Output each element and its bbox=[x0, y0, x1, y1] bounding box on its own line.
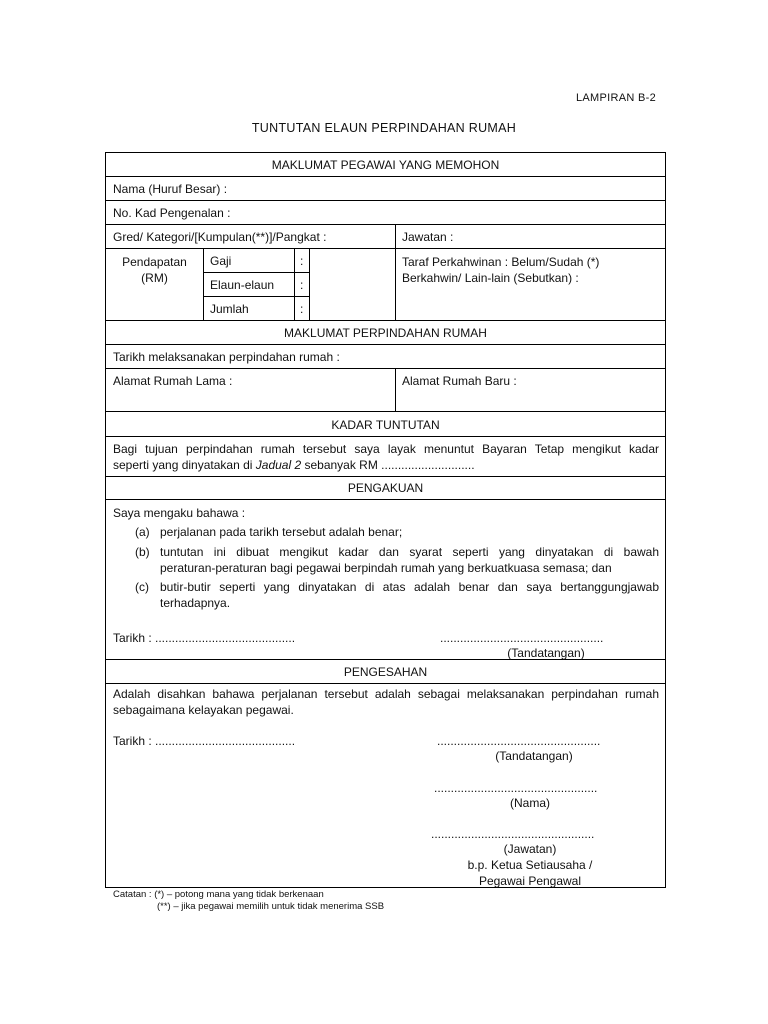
nama-label: Nama (Huruf Besar) : bbox=[113, 182, 228, 196]
jawatan-label: Jawatan : bbox=[402, 230, 454, 244]
taraf-perkahwinan-label-2: Berkahwin/ Lain-lain (Sebutkan) : bbox=[402, 271, 579, 285]
item-a-label: (a) bbox=[135, 525, 150, 539]
item-c-text-line1: butir-butir seperti yang dinyatakan di atas adalah benar dan saya bertanggungjawab bbox=[160, 580, 659, 594]
form-title: TUNTUTAN ELAUN PERPINDAHAN RUMAH bbox=[251, 121, 517, 135]
kad-pengenalan-label: No. Kad Pengenalan : bbox=[113, 206, 231, 220]
heading-maklumat-pegawai: MAKLUMAT PEGAWAI YANG MEMOHON bbox=[271, 158, 500, 172]
pengesahan-signature-line: ................................................. bbox=[437, 734, 601, 748]
item-a-text: perjalanan pada tarikh tersebut adalah benar; bbox=[160, 525, 403, 539]
catatan-note-1: Catatan : (*) – potong mana yang tidak berkenaan bbox=[113, 889, 324, 900]
alamat-baru-label: Alamat Rumah Baru : bbox=[402, 374, 517, 388]
heading-maklumat-perpindahan: MAKLUMAT PERPINDAHAN RUMAH bbox=[284, 326, 487, 340]
pengakuan-tarikh: Tarikh : .......................................... bbox=[113, 631, 296, 645]
item-c-label: (c) bbox=[135, 580, 149, 594]
heading-kadar-tuntutan: KADAR TUNTUTAN bbox=[331, 418, 440, 432]
pendapatan-label: Pendapatan bbox=[122, 255, 187, 269]
jumlah-label: Jumlah bbox=[210, 302, 249, 316]
gaji-label: Gaji bbox=[210, 254, 232, 268]
item-b-text-line1: tuntutan ini dibuat mengikut kadar dan syarat seperti yang dinyatakan di bawah bbox=[160, 545, 659, 559]
nama-signature-line: ................................................. bbox=[434, 781, 598, 795]
item-c-text-line2: terhadapnya. bbox=[160, 596, 231, 610]
pendapatan-unit: (RM) bbox=[141, 271, 168, 285]
pengesahan-tarikh: Tarikh : .......................................... bbox=[113, 734, 296, 748]
pengesahan-text-line1: Adalah disahkan bahawa perjalanan tersebut adalah sebagai melaksanakan perpindahan rumah bbox=[113, 687, 659, 701]
item-b-text-line2: peraturan-peraturan bagi pegawai berpindah rumah yang berkuatkuasa semasa; dan bbox=[160, 561, 612, 575]
kadar-text-line1: Bagi tujuan perpindahan rumah tersebut saya layak menuntut Bayaran Tetap mengikut kadar bbox=[113, 442, 659, 456]
taraf-perkahwinan-label: Taraf Perkahwinan : Belum/Sudah (*) bbox=[402, 255, 600, 269]
pegawai-pengawal: Pegawai Pengawal bbox=[478, 874, 582, 888]
pengesahan-signature-label: (Tandatangan) bbox=[495, 749, 573, 763]
tarikh-perpindahan-label: Tarikh melaksanakan perpindahan rumah : bbox=[113, 350, 340, 364]
gred-label: Gred/ Kategori/[Kumpulan(**)]/Pangkat : bbox=[113, 230, 327, 244]
heading-pengesahan: PENGESAHAN bbox=[343, 665, 428, 679]
elaun-label: Elaun-elaun bbox=[210, 278, 275, 292]
jadual-2-ref: Jadual 2 bbox=[255, 458, 302, 472]
jumlah-colon: : bbox=[300, 302, 304, 316]
jawatan-signature-label: (Jawatan) bbox=[503, 842, 557, 856]
lampiran-label: LAMPIRAN B-2 bbox=[575, 92, 656, 104]
jawatan-signature-line: ................................................. bbox=[431, 827, 595, 841]
gaji-colon: : bbox=[300, 254, 304, 268]
item-b-label: (b) bbox=[135, 545, 150, 559]
heading-pengakuan: PENGAKUAN bbox=[347, 481, 424, 495]
bp-ketua-setiausaha: b.p. Ketua Setiausaha / bbox=[467, 858, 593, 872]
alamat-lama-label: Alamat Rumah Lama : bbox=[113, 374, 233, 388]
kadar-text-line2: seperti yang dinyatakan di Jadual 2 sebanyak RM ............................ bbox=[113, 458, 475, 472]
pengakuan-signature-line: ................................................. bbox=[440, 631, 604, 645]
pengakuan-signature-label: (Tandatangan) bbox=[507, 646, 585, 660]
pengesahan-text-line2: sebagaimana kelayakan pegawai. bbox=[113, 703, 294, 717]
nama-signature-label: (Nama) bbox=[509, 796, 550, 810]
catatan-note-2: (**) – jika pegawai memilih untuk tidak menerima SSB bbox=[157, 901, 385, 912]
elaun-colon: : bbox=[300, 278, 304, 292]
pengakuan-intro: Saya mengaku bahawa : bbox=[113, 506, 246, 520]
